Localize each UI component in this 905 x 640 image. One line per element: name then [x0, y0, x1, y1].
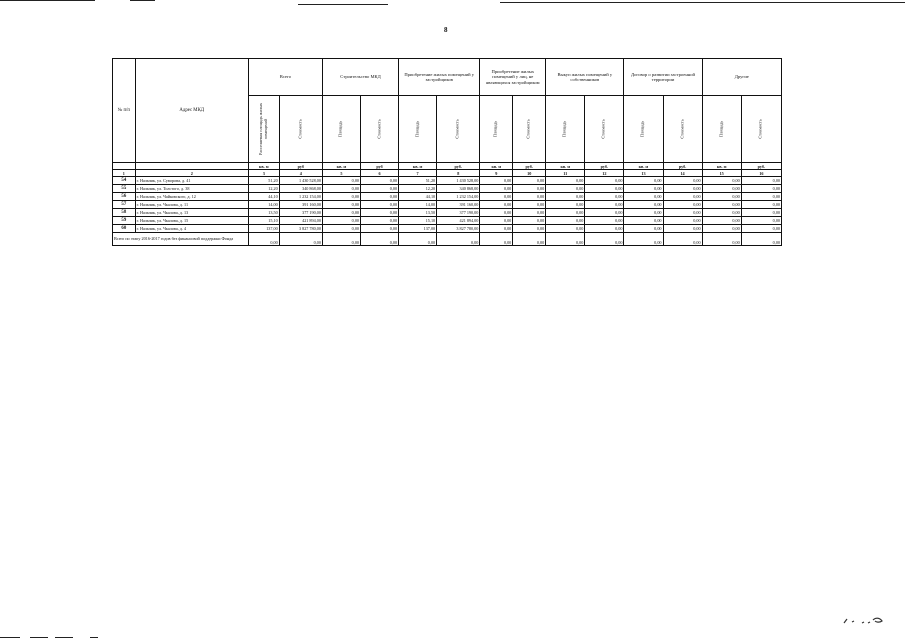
subheader-label: Площадь	[718, 120, 724, 138]
total-value: 0,00	[279, 233, 322, 246]
row-value: 340 868,00	[437, 185, 480, 193]
scribble-icon	[842, 614, 884, 626]
row-value: 421 894,00	[437, 217, 480, 225]
row-value: 0,00	[322, 193, 360, 201]
scan-edge-line	[500, 2, 905, 3]
row-address: г. Нальчик, ул. Чкалова, д. 11	[135, 201, 248, 209]
row-index: 55	[113, 185, 136, 193]
row-value: 0,00	[585, 217, 624, 225]
row-value: 340 868,00	[279, 185, 322, 193]
group-header-3: Приобретение жилых помещений у застройщиков	[399, 59, 480, 96]
unit-cell: кв. м	[624, 163, 663, 170]
scan-edge-line	[30, 637, 48, 638]
row-value: 0,00	[663, 209, 702, 217]
address-header: Адрес МКД	[135, 59, 248, 163]
row-value: 0,00	[585, 193, 624, 201]
row-value: 0,00	[361, 185, 399, 193]
unit-cell	[113, 163, 136, 170]
row-value: 0,00	[741, 177, 781, 185]
row-value: 1 232 154,00	[437, 193, 480, 201]
unit-cell: кв. м	[546, 163, 585, 170]
row-value: 0,00	[546, 193, 585, 201]
column-number-cell: 5	[322, 170, 360, 177]
row-value: 0,00	[480, 209, 513, 217]
unit-cell: кв. м	[248, 163, 279, 170]
row-value: 0,00	[702, 185, 741, 193]
row-value: 0,00	[480, 225, 513, 233]
column-number-cell: 6	[361, 170, 399, 177]
page-number: 8	[444, 26, 448, 34]
row-value: 0,00	[513, 209, 546, 217]
total-value: 0,00	[248, 233, 279, 246]
table-row	[113, 185, 782, 193]
group-header-1: Всего	[248, 59, 322, 96]
group-header-4: Приобретение жилых помещений у лиц, не являющихся застройщиком	[480, 59, 546, 96]
table-row	[113, 217, 782, 225]
row-value: 0,00	[624, 185, 663, 193]
column-number-cell: 7	[399, 170, 437, 177]
scan-edge-line	[0, 637, 20, 638]
row-value: 0,00	[624, 225, 663, 233]
row-value: 0,00	[480, 177, 513, 185]
unit-cell: кв. м	[399, 163, 437, 170]
row-value: 0,00	[585, 209, 624, 217]
total-value: 0,00	[437, 233, 480, 246]
row-value: 0,00	[624, 201, 663, 209]
row-index: 59	[113, 217, 136, 225]
unit-cell: руб.	[513, 163, 546, 170]
row-value: 44,10	[399, 193, 437, 201]
row-index: 58	[113, 209, 136, 217]
row-address: г. Нальчик, ул. Чкалова, д. 15	[135, 217, 248, 225]
row-value: 13,50	[248, 209, 279, 217]
row-value: 14,00	[399, 201, 437, 209]
cost-subheader-1	[279, 96, 322, 163]
row-value: 51,20	[399, 177, 437, 185]
row-value: 0,00	[663, 201, 702, 209]
row-value: 0,00	[513, 217, 546, 225]
row-value: 0,00	[702, 217, 741, 225]
row-value: 15,10	[248, 217, 279, 225]
column-number-cell: 13	[624, 170, 663, 177]
subheader-label: Стоимость	[757, 119, 763, 139]
header-group-row	[113, 59, 782, 96]
row-value: 0,00	[322, 217, 360, 225]
row-value: 0,00	[702, 209, 741, 217]
row-value: 137,00	[248, 225, 279, 233]
table-row	[113, 225, 782, 233]
subheader-label: Площадь	[640, 120, 646, 138]
row-value: 44,10	[248, 193, 279, 201]
total-value: 0,00	[624, 233, 663, 246]
row-value: 0,00	[741, 193, 781, 201]
row-value: 1 430 528,00	[437, 177, 480, 185]
group-header-6: Договор о развитии застроенной территории	[624, 59, 702, 96]
row-value: 0,00	[322, 225, 360, 233]
area-subheader-5	[546, 96, 585, 163]
row-value: 1 232 154,00	[279, 193, 322, 201]
column-number-cell: 15	[702, 170, 741, 177]
unit-cell: руб.	[741, 163, 781, 170]
subheader-label: Площадь	[338, 120, 344, 138]
total-value: 0,00	[399, 233, 437, 246]
subheader-label: Расселяемая площадь жилых помещений	[257, 103, 268, 155]
row-value: 377 190,00	[279, 209, 322, 217]
row-value: 0,00	[546, 177, 585, 185]
row-value: 15,10	[399, 217, 437, 225]
units-row	[113, 163, 782, 170]
row-value: 0,00	[585, 201, 624, 209]
column-number-cell: 2	[135, 170, 248, 177]
row-value: 0,00	[663, 193, 702, 201]
row-value: 0,00	[361, 193, 399, 201]
row-value: 0,00	[741, 209, 781, 217]
row-value: 12,20	[248, 185, 279, 193]
row-value: 0,00	[322, 185, 360, 193]
column-number-cell: 4	[279, 170, 322, 177]
row-value: 0,00	[741, 185, 781, 193]
cost-subheader-2	[361, 96, 399, 163]
unit-cell: руб	[279, 163, 322, 170]
row-index: 54	[113, 177, 136, 185]
total-value: 0,00	[480, 233, 513, 246]
unit-cell: руб.	[437, 163, 480, 170]
row-value: 0,00	[322, 177, 360, 185]
column-number-cell: 16	[741, 170, 781, 177]
unit-cell: руб	[361, 163, 399, 170]
unit-cell: руб.	[585, 163, 624, 170]
index-header: № п/п	[113, 59, 136, 163]
row-value: 0,00	[513, 177, 546, 185]
row-value: 0,00	[624, 193, 663, 201]
row-address: г. Нальчик, ул. Чкалова, д. 4	[135, 225, 248, 233]
row-value: 0,00	[546, 185, 585, 193]
table-row	[113, 177, 782, 185]
row-value: 0,00	[546, 217, 585, 225]
total-value: 0,00	[663, 233, 702, 246]
row-value: 391 160,00	[437, 201, 480, 209]
column-number-cell: 3	[248, 170, 279, 177]
row-value: 3 827 780,00	[279, 225, 322, 233]
row-value: 0,00	[741, 225, 781, 233]
unit-cell: кв. м	[322, 163, 360, 170]
column-numbers-row	[113, 170, 782, 177]
total-label: Всего по этапу 2016-2017 годов без финансовой поддержки Фонда	[113, 233, 249, 246]
total-value: 0,00	[546, 233, 585, 246]
row-value: 0,00	[322, 209, 360, 217]
group-header-7: Другие	[702, 59, 781, 96]
total-value: 0,00	[585, 233, 624, 246]
column-number-cell: 8	[437, 170, 480, 177]
table-row	[113, 201, 782, 209]
group-header-5: Выкуп жилых помещений у собственников	[546, 59, 624, 96]
scan-edge-line	[130, 0, 155, 1]
cost-subheader-6	[663, 96, 702, 163]
row-value: 0,00	[741, 217, 781, 225]
row-value: 0,00	[663, 217, 702, 225]
row-value: 0,00	[480, 193, 513, 201]
total-value: 0,00	[741, 233, 781, 246]
total-value: 0,00	[702, 233, 741, 246]
cost-subheader-7	[741, 96, 781, 163]
table-row	[113, 209, 782, 217]
column-number-cell: 10	[513, 170, 546, 177]
row-value: 377 190,00	[437, 209, 480, 217]
row-value: 13,50	[399, 209, 437, 217]
row-value: 0,00	[741, 201, 781, 209]
row-value: 0,00	[663, 177, 702, 185]
row-address: г. Нальчик, ул. Чайковского, д. 12	[135, 193, 248, 201]
row-value: 0,00	[702, 225, 741, 233]
area-subheader-6	[624, 96, 663, 163]
subheader-label: Стоимость	[376, 119, 382, 139]
row-address: г. Нальчик, ул. Толстого, д. 38	[135, 185, 248, 193]
subheader-label: Площадь	[414, 120, 420, 138]
row-value: 0,00	[624, 209, 663, 217]
group-header-2: Строительство МКД	[322, 59, 398, 96]
cost-subheader-5	[585, 96, 624, 163]
row-value: 0,00	[361, 201, 399, 209]
row-value: 0,00	[361, 209, 399, 217]
row-address: г. Нальчик, ул. Суворова, д. 41	[135, 177, 248, 185]
column-number-cell: 9	[480, 170, 513, 177]
scan-edge-line	[90, 637, 98, 638]
row-value: 0,00	[361, 177, 399, 185]
table-row	[113, 193, 782, 201]
row-value: 0,00	[480, 201, 513, 209]
total-value: 0,00	[513, 233, 546, 246]
row-value: 0,00	[702, 201, 741, 209]
row-value: 391 160,00	[279, 201, 322, 209]
row-value: 137,00	[399, 225, 437, 233]
row-value: 51,20	[248, 177, 279, 185]
row-address: г. Нальчик, ул. Чкалова, д. 13	[135, 209, 248, 217]
row-value: 0,00	[513, 225, 546, 233]
subheader-label: Стоимость	[525, 119, 531, 139]
resettlement-table	[112, 58, 782, 246]
handwritten-mark	[842, 614, 884, 628]
row-value: 0,00	[480, 185, 513, 193]
row-index: 57	[113, 201, 136, 209]
row-value: 0,00	[702, 193, 741, 201]
row-value: 421 894,00	[279, 217, 322, 225]
row-value: 0,00	[361, 217, 399, 225]
total-value: 0,00	[322, 233, 360, 246]
total-row	[113, 233, 782, 246]
subheader-label: Стоимость	[679, 119, 685, 139]
subheader-label: Стоимость	[297, 119, 303, 139]
subheader-label: Стоимость	[600, 119, 606, 139]
resettlement-table-container	[112, 58, 782, 246]
row-value: 0,00	[546, 201, 585, 209]
area-subheader-1	[248, 96, 279, 163]
cost-subheader-4	[513, 96, 546, 163]
area-subheader-4	[480, 96, 513, 163]
unit-cell	[135, 163, 248, 170]
column-number-cell: 11	[546, 170, 585, 177]
subheader-label: Площадь	[561, 120, 567, 138]
column-number-cell: 12	[585, 170, 624, 177]
area-subheader-3	[399, 96, 437, 163]
scan-edge-line	[0, 0, 95, 1]
total-value: 0,00	[361, 233, 399, 246]
column-number-cell: 14	[663, 170, 702, 177]
cost-subheader-3	[437, 96, 480, 163]
row-value: 14,00	[248, 201, 279, 209]
row-value: 12,20	[399, 185, 437, 193]
row-value: 0,00	[546, 209, 585, 217]
row-value: 0,00	[322, 201, 360, 209]
row-index: 60	[113, 225, 136, 233]
subheader-label: Площадь	[492, 120, 498, 138]
row-index: 56	[113, 193, 136, 201]
row-value: 0,00	[361, 225, 399, 233]
row-value: 0,00	[513, 201, 546, 209]
row-value: 0,00	[546, 225, 585, 233]
unit-cell: кв. м	[480, 163, 513, 170]
subheader-label: Стоимость	[454, 119, 460, 139]
scan-edge-line	[55, 637, 73, 638]
row-value: 0,00	[624, 217, 663, 225]
column-number-cell: 1	[113, 170, 136, 177]
row-value: 0,00	[663, 225, 702, 233]
row-value: 0,00	[624, 177, 663, 185]
scan-edge-line	[298, 4, 388, 5]
row-value: 0,00	[513, 185, 546, 193]
row-value: 1 430 528,00	[279, 177, 322, 185]
row-value: 0,00	[702, 177, 741, 185]
row-value: 0,00	[480, 217, 513, 225]
unit-cell: руб.	[663, 163, 702, 170]
unit-cell: кв. м	[702, 163, 741, 170]
row-value: 0,00	[585, 185, 624, 193]
area-subheader-2	[322, 96, 360, 163]
row-value: 0,00	[585, 177, 624, 185]
row-value: 0,00	[585, 225, 624, 233]
row-value: 0,00	[513, 193, 546, 201]
row-value: 3 827 780,00	[437, 225, 480, 233]
row-value: 0,00	[663, 185, 702, 193]
area-subheader-7	[702, 96, 741, 163]
